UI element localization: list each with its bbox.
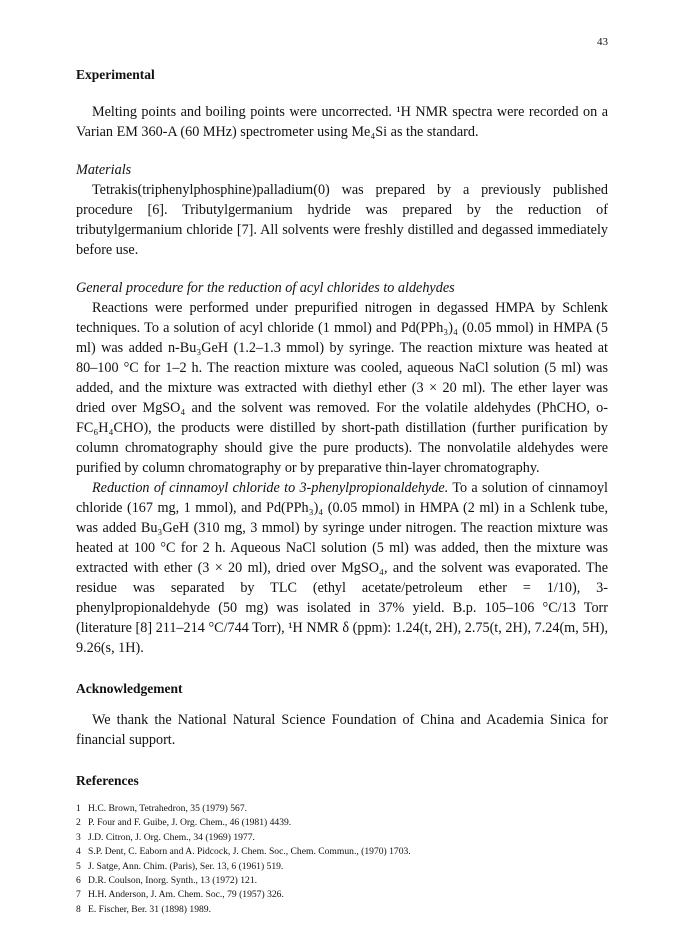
reference-text: H.H. Anderson, J. Am. Chem. Soc., 79 (1957) 326. [88, 889, 284, 901]
reference-number: 1 [76, 803, 81, 814]
reference-list [76, 802, 608, 917]
reference-text: J.D. Citron, J. Org. Chem., 34 (1969) 1977. [88, 831, 255, 843]
reference-number: 4 [76, 846, 81, 858]
reference-number: 2 [76, 817, 81, 829]
example-heading: Reduction of cinnamoyl chloride to 3-phenylpropionaldehyde. [92, 480, 449, 496]
reference-item [76, 888, 608, 902]
page-number: 43 [597, 36, 608, 48]
reference-item [76, 845, 608, 859]
reference-item [76, 802, 608, 816]
reference-number: 3 [76, 831, 81, 843]
experimental-section [76, 66, 608, 142]
experimental-heading: Experimental [76, 67, 155, 82]
procedure-text: Reactions were performed under prepurified nitrogen in degassed HMPA by Schlenk techniques. To a solution of acyl chloride (1 mmol) and Pd(PPh₃)₄ (0.05 mmol) in HMPA (5 ml) was added n-Bu₃GeH (1.2–1.3 mmol) by syringe. The reaction mixture was heated at 80–100 °C for 1–2 h. The reaction mixture was cooled, aqueous NaCl solution (5 ml) was added, and the mixture was extracted with diethyl ether (3 × 20 ml). The ether layer was dried over MgSO₄ and the solvent was removed. For the volatile aldehydes (PhCHO, o-FC₆H₄CHO), the products were distilled by short-path distillation (further purification by column chromatography should give the pure products). The nonvolatile aldehydes were purified by column chromatography or by preparative thin-layer chromatography. [76, 300, 608, 476]
reference-item [76, 831, 608, 845]
reference-number: 7 [76, 889, 81, 901]
materials-section [76, 160, 608, 260]
reference-item [76, 816, 608, 830]
references-section [76, 772, 608, 917]
experimental-intro: Melting points and boiling points were uncorrected. ¹H NMR spectra were recorded on a Varian EM 360-A (60 MHz) spectrometer using Me₄Si as the standard. [76, 104, 608, 140]
reference-text: P. Four and F. Guibe, J. Org. Chem., 46 (1981) 4439. [88, 817, 292, 829]
reference-text: E. Fischer, Ber. 31 (1898) 1989. [88, 903, 211, 915]
reference-text: J. Satge, Ann. Chim. (Paris), Ser. 13, 6 (1961) 519. [88, 860, 284, 872]
page-content [76, 66, 608, 917]
example-paragraph [76, 478, 608, 658]
acknowledgement-section [76, 680, 608, 750]
reference-text: S.P. Dent, C. Eaborn and A. Pidcock, J. Chem. Soc., Chem. Commun., (1970) 1703. [88, 846, 411, 858]
acknowledgement-text: We thank the National Natural Science Foundation of China and Academia Sinica for financial support. [76, 712, 608, 748]
reference-number: 8 [76, 903, 81, 915]
procedure-heading: General procedure for the reduction of acyl chlorides to aldehydes [76, 280, 455, 296]
reference-number: 6 [76, 875, 81, 887]
reference-item [76, 874, 608, 888]
acknowledgement-heading: Acknowledgement [76, 681, 183, 696]
example-text: To a solution of cinnamoyl chloride (167 mg, 1 mmol), and Pd(PPh₃)₄ (0.05 mmol) in HMPA (2 ml) in a Schlenk tube, was added Bu₃GeH (310 mg, 3 mmol) by syringe under nitrogen. The reaction mixture was heated at 100 °C for 2 h. Aqueous NaCl solution (5 ml) was added, then the mixture was extracted with ether (3 × 20 ml), dried over MgSO₄, and the solvent was evaporated. The residue was separated by TLC (ethyl acetate/petroleum ether = 1/10), 3-phenylpropionaldehyde (50 mg) was isolated in 37% yield. B.p. 105–106 °C/13 Torr (literature [8] 211–214 °C/744 Torr), ¹H NMR δ (ppm): 1.24(t, 2H), 2.75(t, 2H), 7.24(m, 5H), 9.26(s, 1H). [76, 480, 608, 656]
reference-item [76, 860, 608, 874]
references-heading: References [76, 773, 139, 788]
materials-text: Tetrakis(triphenylphosphine)palladium(0) was prepared by a previously published procedure [6]. Tributylgermanium hydride was prepared by the reduction of tributylgermanium chloride [7]. All solvents were freshly distilled and degassed immediately before use. [76, 182, 608, 258]
reference-text: H.C. Brown, Tetrahedron, 35 (1979) 567. [88, 803, 248, 814]
reference-text: D.R. Coulson, Inorg. Synth., 13 (1972) 121. [88, 875, 258, 887]
reference-item [76, 903, 608, 917]
materials-heading: Materials [76, 162, 132, 178]
reference-number: 5 [76, 860, 81, 872]
procedure-section [76, 278, 608, 658]
